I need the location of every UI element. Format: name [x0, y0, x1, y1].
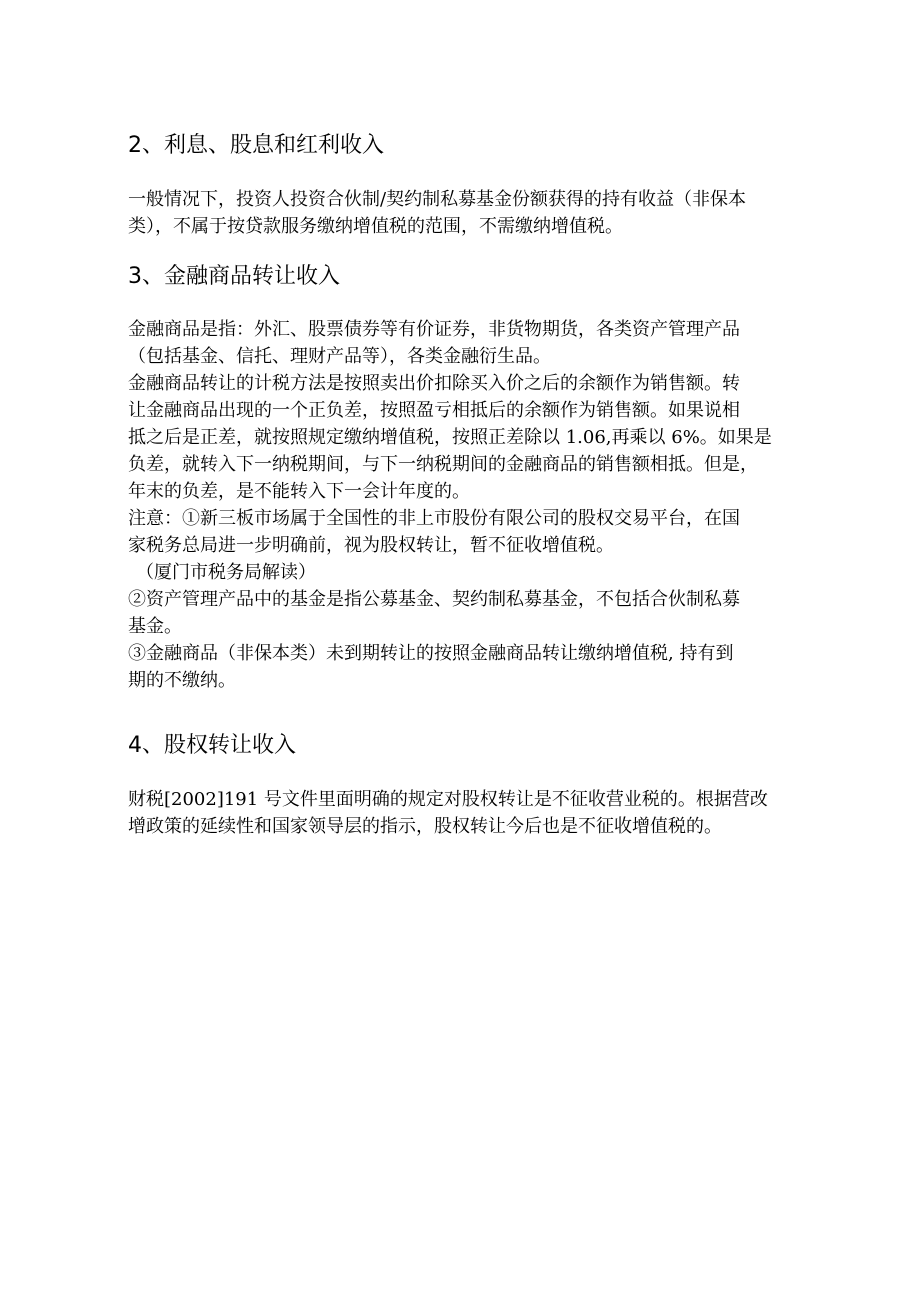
paragraph-line: 金融商品是指：外汇、股票债券等有价证券，非货物期货，各类资产管理产品: [128, 319, 740, 340]
note-line: 期的不缴纳。: [128, 670, 236, 691]
paragraph-line: 抵之后是正差，就按照规定缴纳增值税，按照正差除以 1.06,再乘以 6%。如果是: [128, 427, 772, 448]
paragraph-line: 一般情况下，投资人投资合伙制/契约制私募基金份额获得的持有收益（非保本: [128, 189, 747, 210]
note-line: ③金融商品（非保本类）未到期转让的按照金融商品转让缴纳增值税, 持有到: [128, 643, 734, 664]
section-heading-financial-products: 3、金融商品转让收入: [128, 264, 340, 289]
note-source: （厦门市税务局解读）: [136, 562, 316, 583]
note-line: 基金。: [128, 616, 182, 637]
note-line: 家税务总局进一步明确前，视为股权转让，暂不征收增值税。: [128, 535, 614, 556]
note-line: 注意：①新三板市场属于全国性的非上市股份有限公司的股权交易平台，在国: [128, 508, 740, 529]
note-line: ②资产管理产品中的基金是指公募基金、契约制私募基金，不包括合伙制私募: [128, 589, 740, 610]
section-heading-interest: 2、利息、股息和红利收入: [128, 133, 384, 158]
paragraph-line: 年末的负差，是不能转入下一会计年度的。: [128, 481, 470, 502]
section-heading-equity-transfer: 4、股权转让收入: [128, 733, 296, 758]
paragraph-line: 类），不属于按贷款服务缴纳增值税的范围，不需缴纳增值税。: [128, 216, 623, 237]
paragraph-line: 金融商品转让的计税方法是按照卖出价扣除买入价之后的余额作为销售额。转: [128, 373, 740, 394]
paragraph-line: （包括基金、信托、理财产品等），各类金融衍生品。: [128, 346, 551, 367]
paragraph-line: 财税[2002]191 号文件里面明确的规定对股权转让是不征收营业税的。根据营改: [128, 789, 768, 810]
paragraph-line: 让金融商品出现的一个正负差，按照盈亏相抵后的余额作为销售额。如果说相: [128, 400, 740, 421]
paragraph-line: 增政策的延续性和国家领导层的指示，股权转让今后也是不征收增值税的。: [128, 816, 722, 837]
paragraph-line: 负差，就转入下一纳税期间，与下一纳税期间的金融商品的销售额相抵。但是，: [128, 454, 758, 475]
